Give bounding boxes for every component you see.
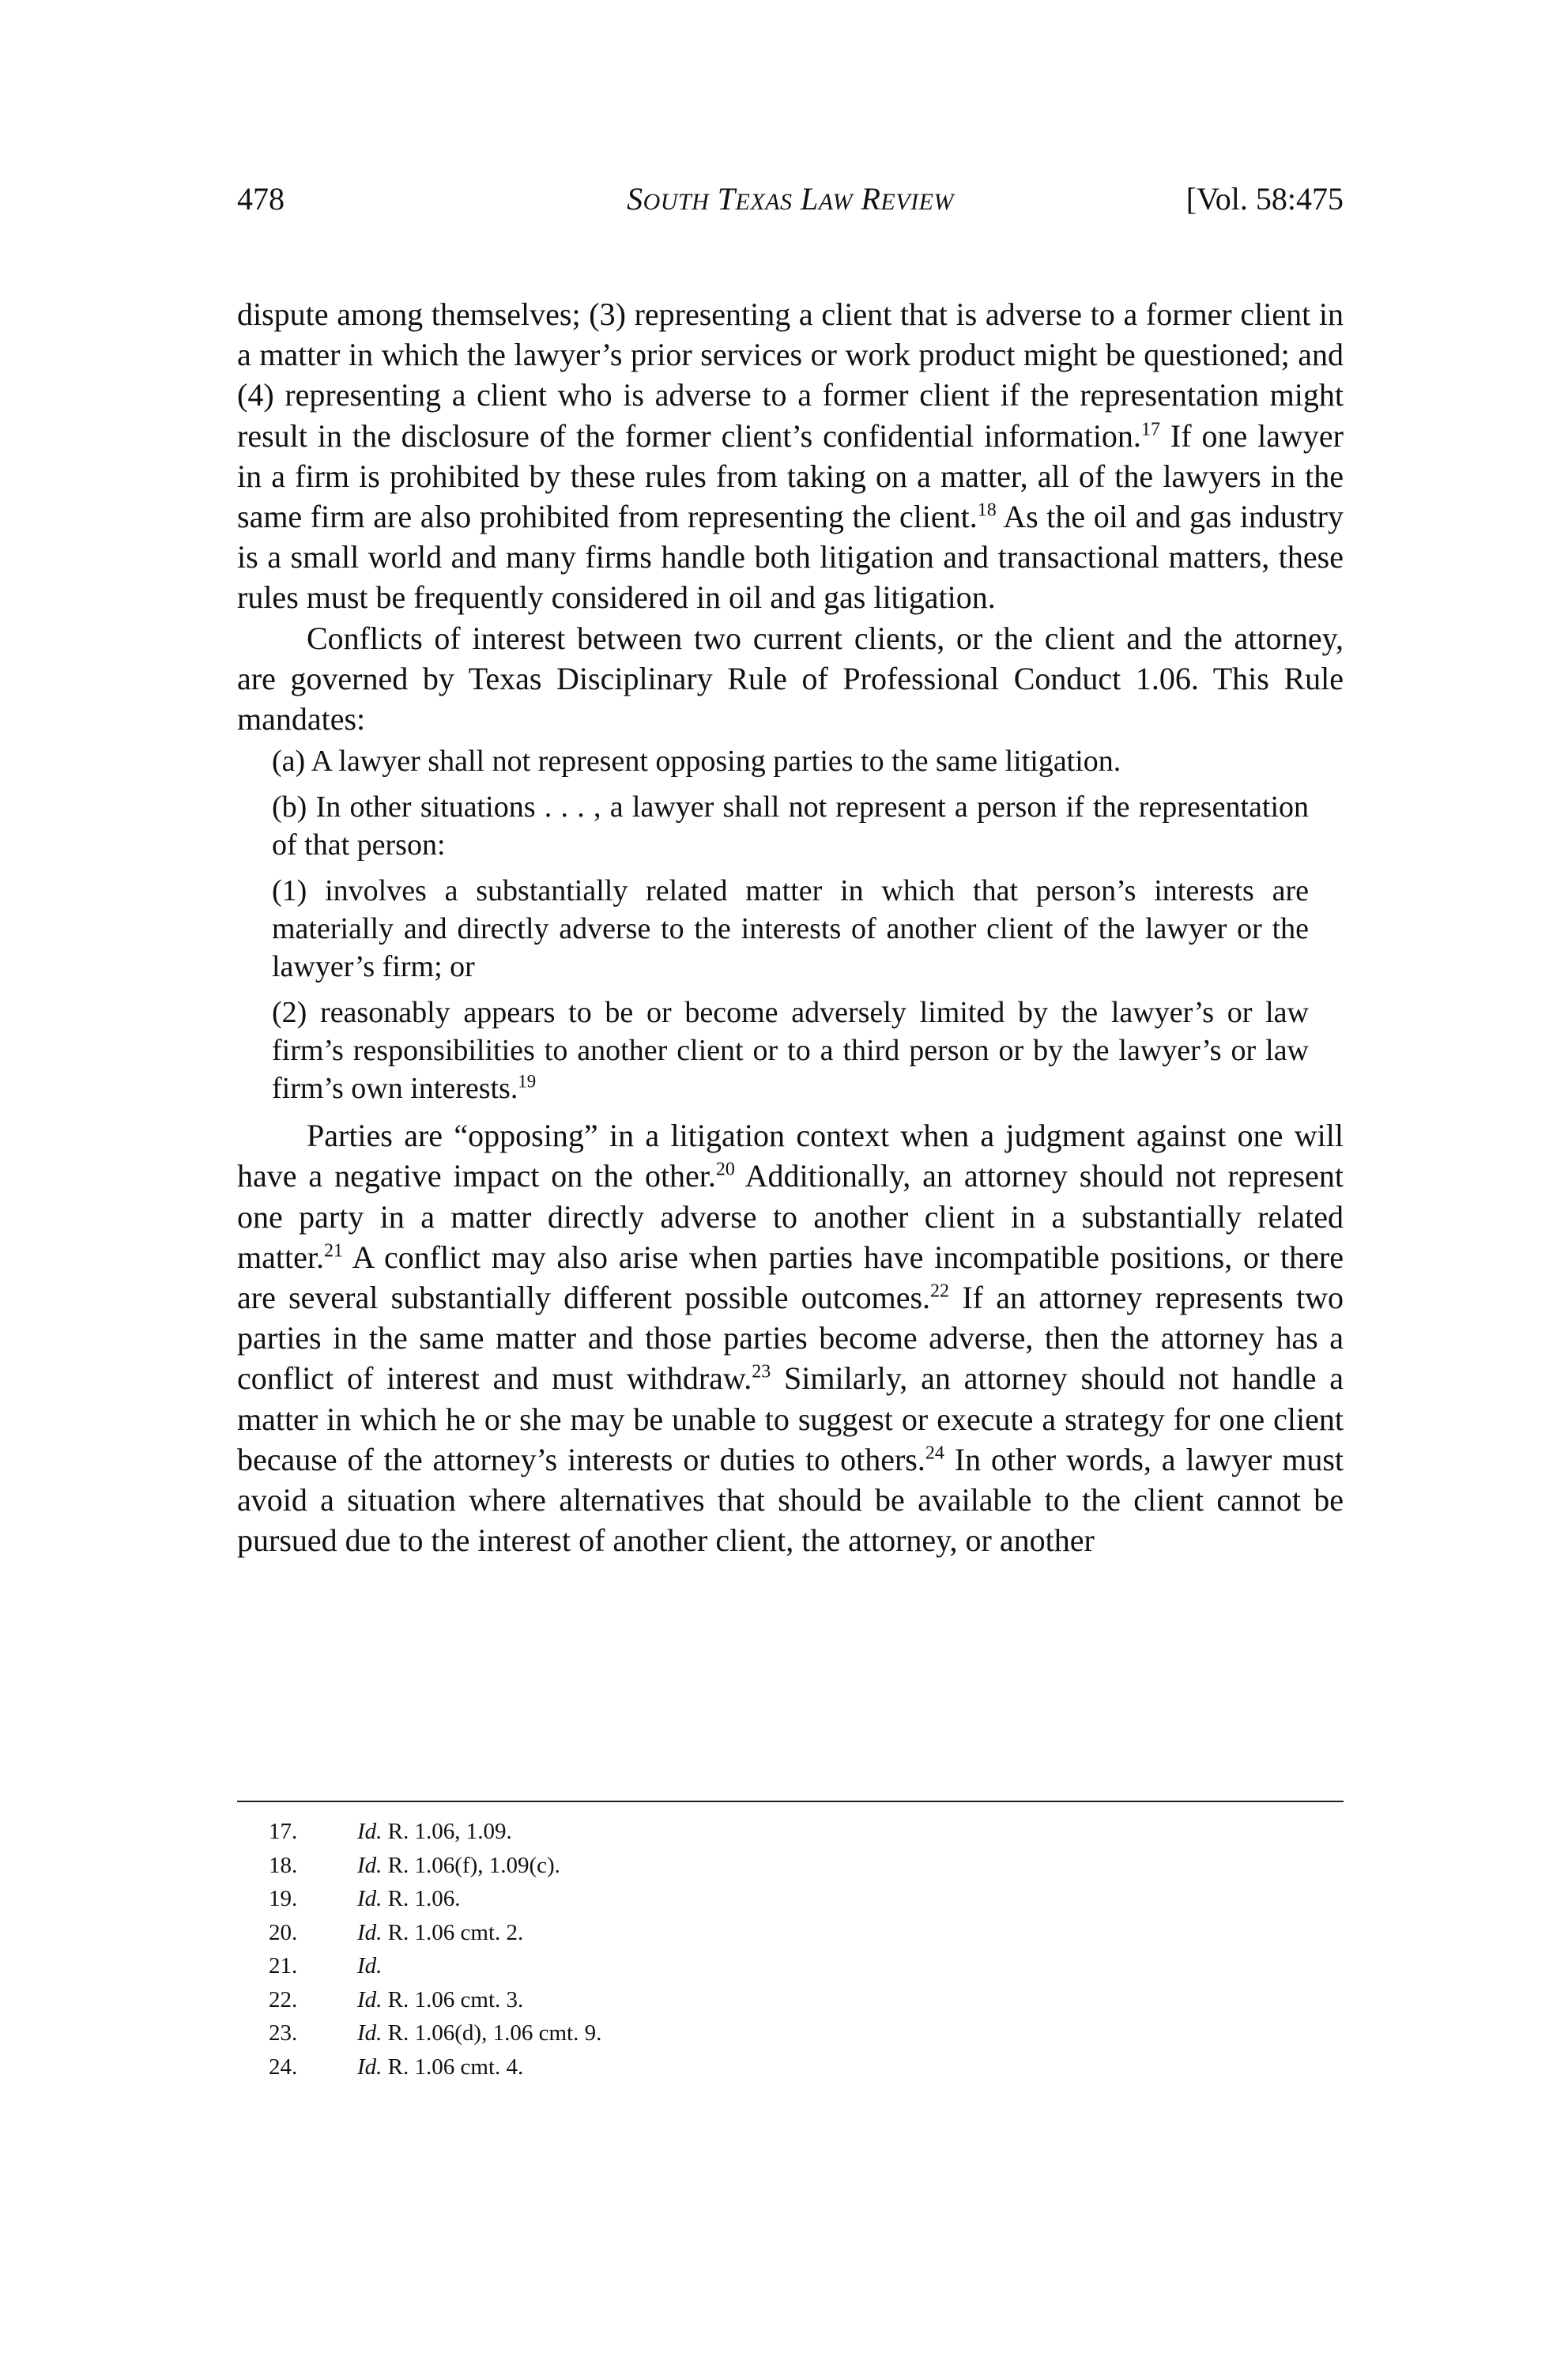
text-run: If one lawyer in a firm is prohibited by these rules from taking on a matter, all of the lawyers in the same firm are also prohibited from representing the client.	[237, 417, 1344, 535]
footnote	[237, 1983, 1344, 2017]
footnote-text	[357, 1916, 523, 1950]
volume-citation: [Vol. 58:475	[1185, 181, 1344, 217]
footnote-citation: R. 1.06(f), 1.09(c).	[382, 1852, 560, 1878]
journal-title-part: L	[801, 181, 819, 217]
page-number: 478	[237, 181, 285, 217]
text-run: Additionally, an attorney should not represent one party in a matter directly adverse to another client in a substantially related matter.	[237, 1158, 1344, 1275]
quote-item-b1: (1) involves a substantially related matter in which that person’s interests are materially and directly adverse to the interests of another client of the lawyer or the lawyer’s firm; or	[272, 874, 1309, 984]
footnote-text	[357, 2050, 523, 2084]
footnote-divider	[237, 1801, 1344, 1802]
footnote-id: Id.	[357, 1819, 383, 1844]
footnote	[237, 2016, 1344, 2050]
text-run: If an attorney represents two parties in the same matter and those parties become adverse, then the attorney has a conflict of interest and must withdraw.	[237, 1280, 1344, 1397]
quote-item-b2	[272, 994, 1309, 1107]
footnote-citation: R. 1.06 cmt. 3.	[382, 1986, 524, 2012]
text-run: Parties are “opposing” in a litigation context when a judgment against one will have a negative impact on the other.	[237, 1118, 1344, 1194]
footnote-ref[interactable]: 17	[1140, 419, 1160, 440]
text-run: In other words, a lawyer must avoid a situation where alternatives that should be available to the client cannot be pursued due to the interest of another client, the attorney, or another	[237, 1441, 1344, 1559]
footnote-ref[interactable]: 19	[518, 1071, 537, 1092]
paragraph-3	[237, 1115, 1344, 1560]
footnote-id: Id.	[357, 1986, 383, 2012]
footnote	[237, 1849, 1344, 1883]
journal-title-part: AW	[818, 189, 853, 215]
footnote-ref[interactable]: 20	[715, 1160, 735, 1181]
footnote-id: Id.	[357, 1886, 383, 1911]
footnote-text	[357, 2016, 601, 2050]
footnote-text	[357, 1815, 512, 1849]
footnote-number: 17.	[269, 1819, 298, 1844]
footnotes	[237, 1815, 1344, 2084]
journal-title-part: T	[717, 181, 736, 217]
journal-title-part: R	[861, 181, 881, 217]
footnote-id: Id.	[357, 2054, 383, 2080]
journal-title-part: EVIEW	[880, 189, 954, 215]
block-quote	[237, 742, 1344, 1107]
footnote-text	[357, 1882, 461, 1916]
footnote-number: 23.	[269, 2020, 298, 2046]
footnote-citation: R. 1.06.	[382, 1886, 461, 1911]
paragraph-1	[237, 294, 1344, 618]
footnote-text	[357, 1949, 382, 1983]
text-run: Similarly, an attorney should not handle a matter in which he or she may be unable to suggest or execute a strategy for one client because of the attorney’s interests or duties to others.	[237, 1360, 1344, 1477]
text-run: As the oil and gas industry is a small world and many firms handle both litigation and transactional matters, these rules must be frequently considered in oil and gas litigation.	[237, 499, 1344, 616]
journal-title-part: OUTH	[643, 189, 710, 215]
footnote-number: 22.	[269, 1986, 298, 2012]
footnote-citation: R. 1.06(d), 1.06 cmt. 9.	[382, 2020, 602, 2046]
footnote-citation: R. 1.06 cmt. 4.	[382, 2054, 524, 2080]
text-run: A conflict may also arise when parties have incompatible positions, or there are several substantially different possible outcomes.	[237, 1239, 1344, 1316]
paragraph-2: Conflicts of interest between two current clients, or the client and the attorney, are governed by Texas Disciplinary Rule of Professional Conduct 1.06. This Rule mandates:	[237, 620, 1344, 737]
footnote-ref[interactable]: 21	[323, 1240, 343, 1262]
footnote-citation: R. 1.06 cmt. 2.	[382, 1919, 524, 1945]
footnote	[237, 1815, 1344, 1849]
footnote-number: 24.	[269, 2054, 298, 2080]
quote-item-b: (b) In other situations . . . , a lawyer shall not represent a person if the representation of that person:	[272, 790, 1309, 862]
footnote	[237, 2050, 1344, 2084]
footnote-id: Id.	[357, 1852, 383, 1878]
footnote-id: Id.	[357, 1953, 383, 1978]
text-run: dispute among themselves; (3) representing a client that is adverse to a former client in a matter in which the lawyer’s prior services or work product might be questioned; and (4) representing a client who is adverse to a former client if the representation might result in the disclosure of the former client’s confidential information.	[237, 296, 1344, 454]
text-run: (2) reasonably appears to be or become adversely limited by the lawyer’s or law firm’s responsibilities to another client or to a third person or by the lawyer’s or law firm’s own interests.	[272, 996, 1309, 1106]
quote-item-a: (a) A lawyer shall not represent opposing parties to the same litigation.	[272, 745, 1121, 779]
footnote-id: Id.	[357, 2020, 383, 2046]
body-text	[237, 294, 1344, 1560]
footnote	[237, 1949, 1344, 1983]
footnote-text	[357, 1983, 523, 2017]
footnote-citation: R. 1.06, 1.09.	[382, 1819, 512, 1844]
footnote	[237, 1882, 1344, 1916]
running-header	[237, 175, 1344, 223]
footnote-ref[interactable]: 23	[752, 1362, 771, 1383]
footnote-ref[interactable]: 18	[977, 500, 997, 521]
footnote-text	[357, 1849, 560, 1883]
footnote	[237, 1916, 1344, 1950]
footnote-ref[interactable]: 22	[930, 1281, 950, 1302]
footnote-ref[interactable]: 24	[925, 1443, 944, 1464]
footnote-number: 20.	[269, 1919, 298, 1945]
footnote-id: Id.	[357, 1919, 383, 1945]
journal-title	[237, 175, 1344, 226]
journal-title-part: EXAS	[735, 189, 793, 215]
journal-title-part: S	[627, 181, 643, 217]
footnote-number: 19.	[269, 1886, 298, 1911]
footnote-number: 21.	[269, 1953, 298, 1978]
footnote-number: 18.	[269, 1852, 298, 1878]
